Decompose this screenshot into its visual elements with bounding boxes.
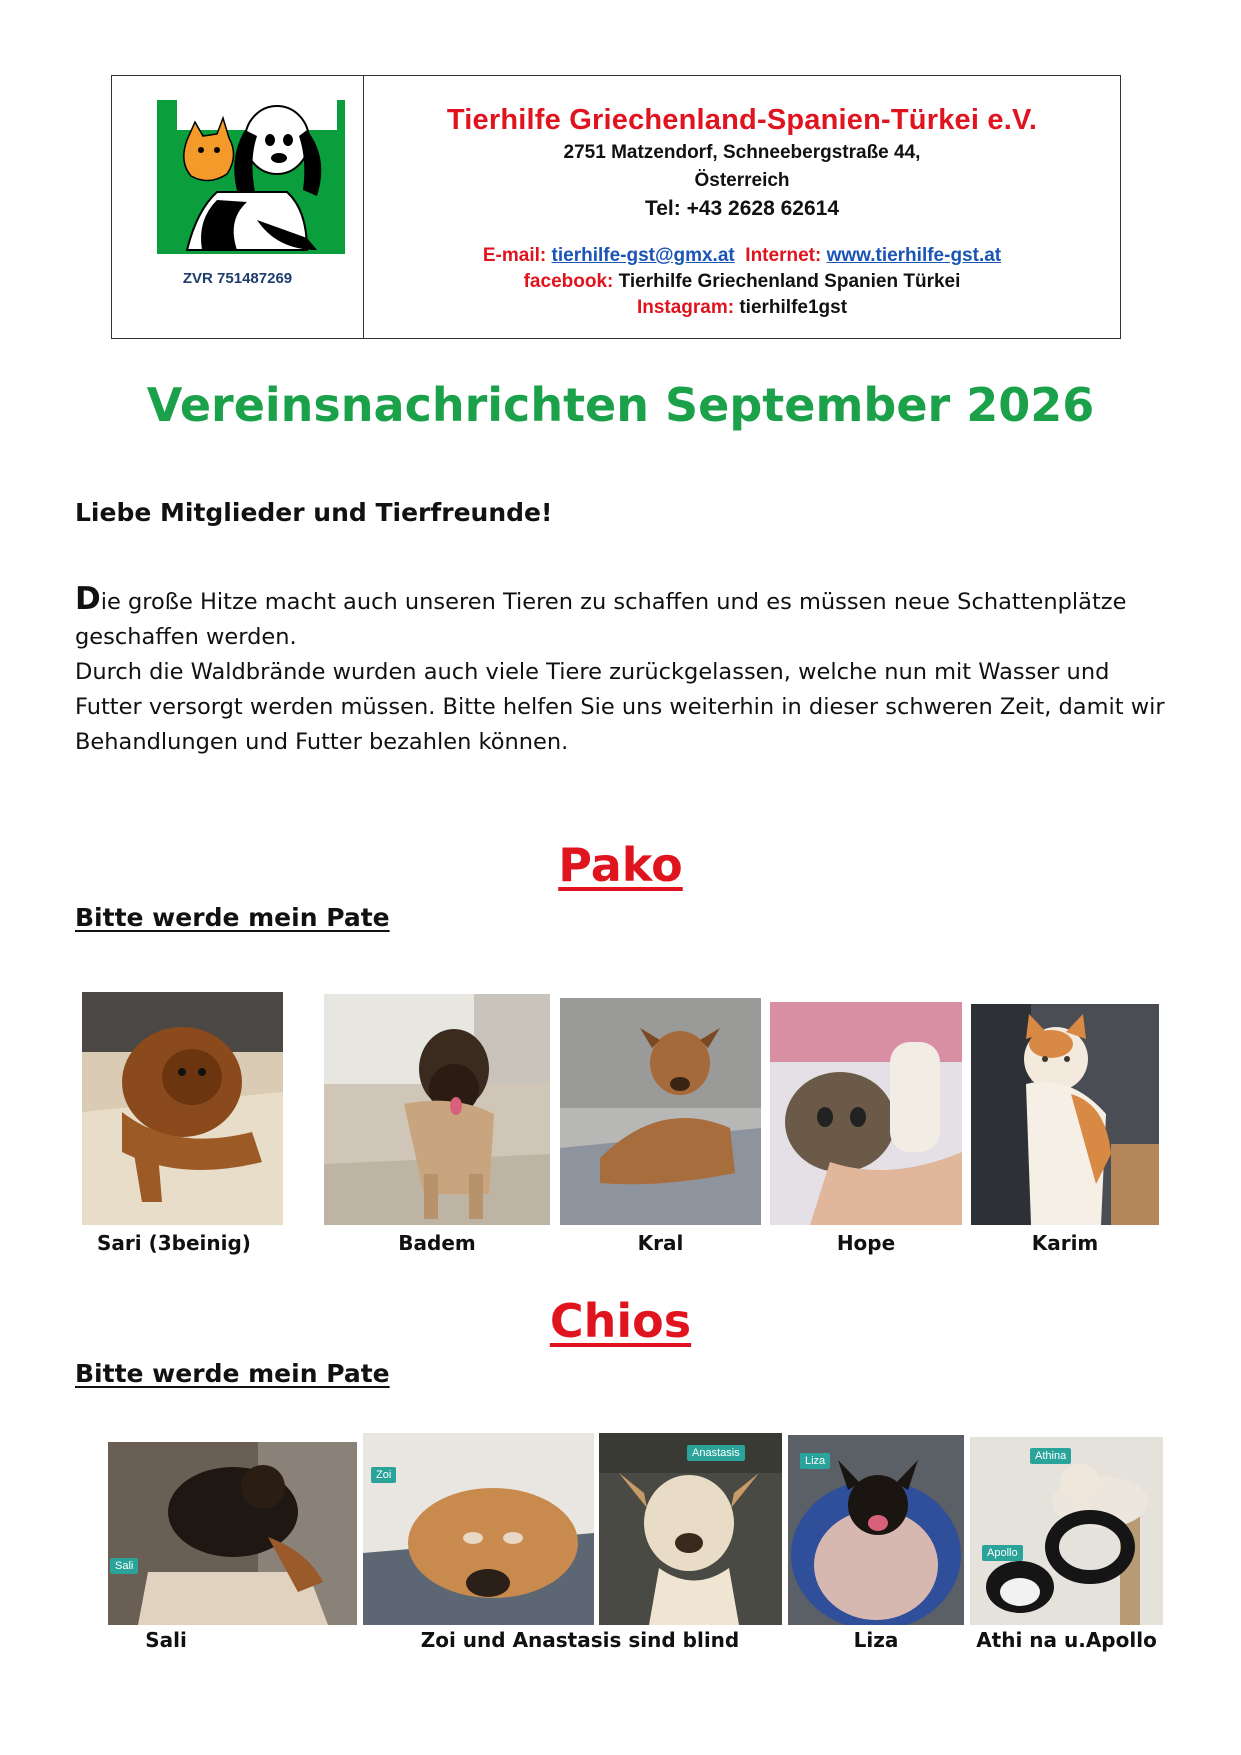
photo-liza bbox=[788, 1435, 964, 1625]
section-title-chios: Chios bbox=[549, 1294, 692, 1348]
photo-hope bbox=[770, 1002, 962, 1225]
caption-badem: Badem bbox=[398, 1231, 476, 1255]
photo-sari bbox=[82, 992, 283, 1225]
intro-text bbox=[75, 582, 1175, 760]
pako-subheading: Bitte werde mein Pate bbox=[75, 903, 390, 932]
tag-zoi: Zoi bbox=[371, 1467, 396, 1483]
greeting: Liebe Mitglieder und Tierfreunde! bbox=[75, 498, 553, 527]
photo-athina-apollo bbox=[970, 1437, 1163, 1625]
photo-badem bbox=[324, 994, 550, 1225]
photo-anastasis bbox=[599, 1433, 782, 1625]
facebook-value: Tierhilfe Griechenland Spanien Türkei bbox=[618, 271, 961, 292]
telephone: Tel: +43 2628 62614 bbox=[644, 197, 839, 220]
caption-athina-apollo: Athi na u.Apollo bbox=[976, 1628, 1157, 1652]
drop-cap: D bbox=[75, 581, 101, 617]
instagram-value: tierhilfe1gst bbox=[739, 297, 848, 318]
email-label: E-mail: bbox=[482, 245, 547, 266]
address-line-1: 2751 Matzendorf, Schneebergstraße 44, bbox=[563, 142, 921, 163]
section-title-pako: Pako bbox=[558, 838, 683, 892]
caption-sari: Sari (3beinig) bbox=[97, 1231, 251, 1255]
internet-label: Internet: bbox=[745, 245, 822, 266]
intro-paragraph-1 bbox=[75, 582, 1175, 655]
zvr-number: ZVR 751487269 bbox=[182, 270, 293, 287]
tag-anastasis: Anastasis bbox=[687, 1445, 745, 1461]
caption-liza: Liza bbox=[853, 1628, 899, 1652]
caption-hope: Hope bbox=[836, 1231, 896, 1255]
email-internet-line bbox=[364, 243, 1120, 269]
dog-and-cat-logo-icon bbox=[157, 100, 345, 254]
email-link[interactable]: tierhilfe-gst@gmx.at bbox=[551, 245, 735, 266]
contact-info bbox=[364, 76, 1120, 338]
tag-liza: Liza bbox=[800, 1453, 830, 1469]
instagram-label: Instagram: bbox=[636, 297, 735, 318]
page-title: Vereinsnachrichten September 2026 bbox=[146, 378, 1095, 432]
intro-paragraph-1-text: ie große Hitze macht auch unseren Tieren zu schaffen und es müssen neue Schattenplätze geschaffen werden. bbox=[75, 589, 1127, 650]
photo-zoi bbox=[363, 1433, 594, 1625]
facebook-label: facebook: bbox=[523, 271, 614, 292]
website-link[interactable]: www.tierhilfe-gst.at bbox=[826, 245, 1002, 266]
tag-apollo: Apollo bbox=[982, 1545, 1023, 1561]
caption-karim: Karim bbox=[1031, 1231, 1099, 1255]
caption-kral: Kral bbox=[637, 1231, 684, 1255]
intro-paragraph-2: Durch die Waldbrände wurden auch viele Tiere zurückgelassen, welche nun mit Wasser und Futter versorgt werden müssen. Bitte helfen Sie uns weiterhin in dieser schweren Zeit, damit wir Behandlungen und Futter bezahlen können. bbox=[75, 659, 1165, 755]
photo-karim bbox=[971, 1004, 1159, 1225]
caption-sali: Sali bbox=[145, 1628, 187, 1652]
tag-athina: Athina bbox=[1030, 1448, 1071, 1464]
photo-sali bbox=[108, 1442, 357, 1625]
address-line-2: Österreich bbox=[694, 170, 790, 191]
chios-subheading: Bitte werde mein Pate bbox=[75, 1359, 390, 1388]
letterhead bbox=[111, 75, 1121, 339]
facebook-line bbox=[364, 269, 1120, 295]
photo-kral bbox=[560, 998, 761, 1225]
organization-name: Tierhilfe Griechenland-Spanien-Türkei e.V. bbox=[446, 104, 1038, 136]
instagram-line bbox=[364, 295, 1120, 321]
tag-sali: Sali bbox=[110, 1558, 138, 1574]
caption-zoi-anastasis: Zoi und Anastasis sind blind bbox=[420, 1628, 740, 1652]
logo-cell bbox=[112, 76, 364, 338]
